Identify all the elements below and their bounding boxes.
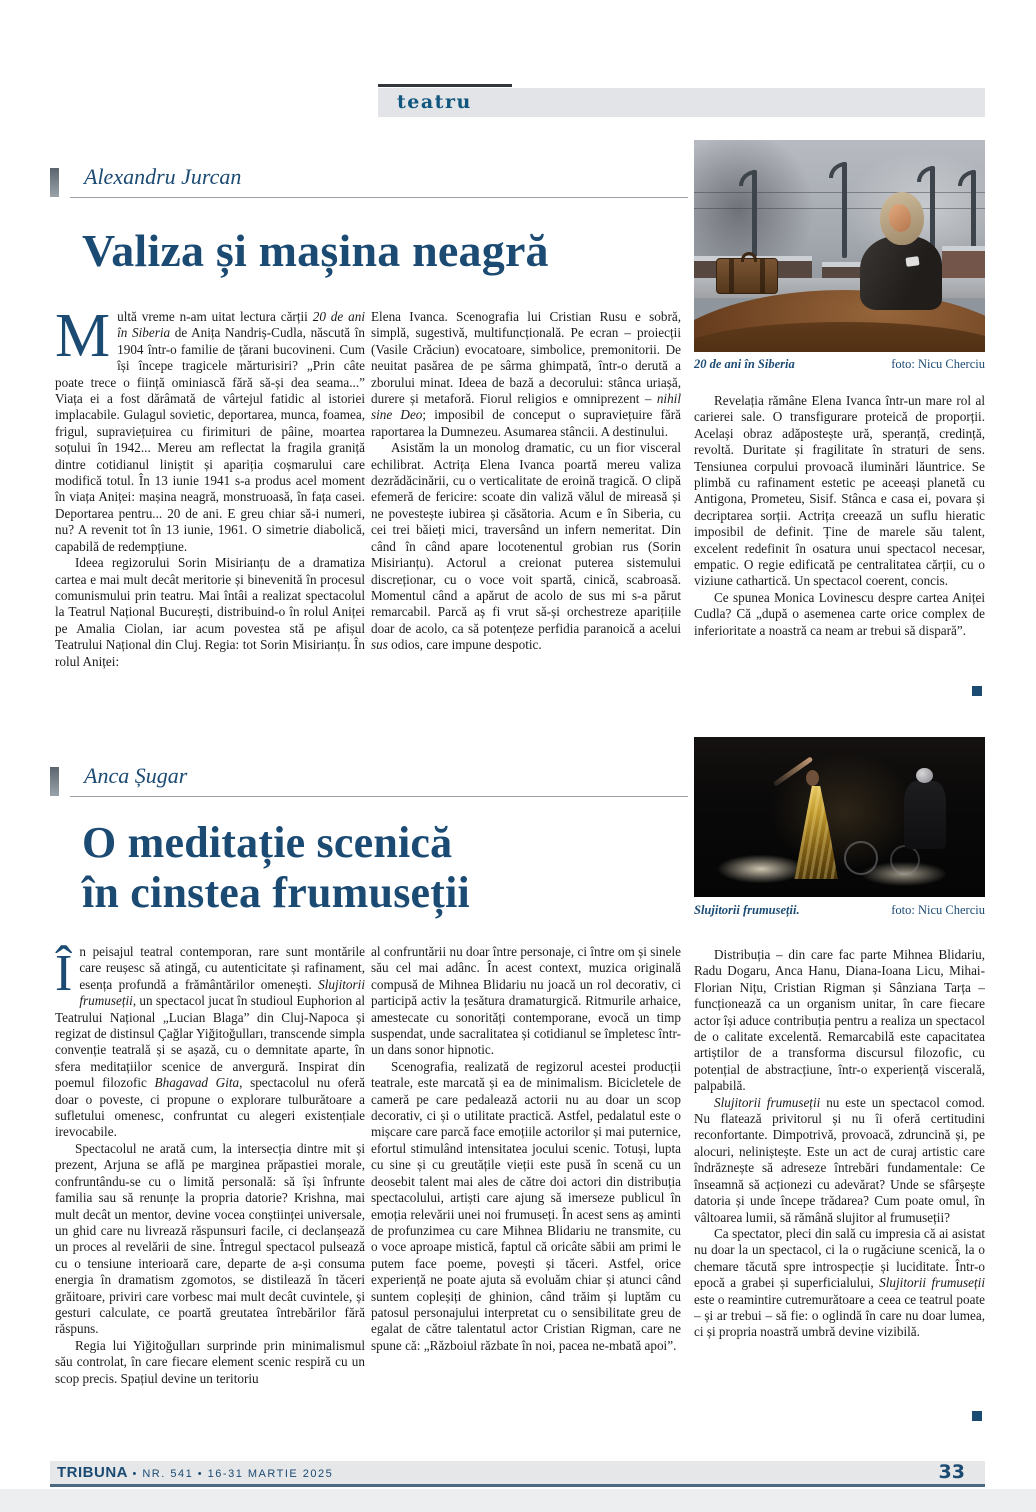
photo2-caption-credit: foto: Nicu Cherciu bbox=[891, 903, 985, 917]
photo2-caption-title: Slujitorii frumuseții. bbox=[694, 903, 800, 917]
article1-column-2 bbox=[371, 309, 681, 739]
photo1-coat-patch bbox=[905, 256, 919, 267]
paragraph: Distribuția – din care fac parte Mihnea Blidariu, Radu Dogaru, Anca Hanu, Diana-Ioana Licu, Mihai-Florian Nițu, Cristian Rigman și Sânziana Tarța – funcționează ca un organism unitar, în care fiecare actor își aduce contribuția pentru a realiza un spectacol de o calitate excelentă. Remarcabilă este capacitatea artiștilor de a transforma discursul filozofic, cu potențial de abstracțiune, într-o experiență viscerală, palpabilă. bbox=[694, 947, 985, 1094]
article1-drop-cap: M bbox=[55, 309, 111, 370]
paragraph: Regia lui Yiğitoğulları surprinde prin minimalismul său controlat, în care fiecare element scenic respiră cu un scop precis. Spațiul devine un teritoriu bbox=[55, 1337, 365, 1386]
article1-author: Alexandru Jurcan bbox=[84, 164, 242, 189]
photo1-fence-post bbox=[971, 170, 976, 254]
section-topline bbox=[378, 84, 512, 87]
paragraph: Elena Ivanca. Scenografia lui Cristian Rusu e sobră, simplă, sugestivă, multifuncțională. Pe ecran – proiecții (Vasile Crăciun) evocatoare, simbolice, premonitorii. De neuitat pasărea de pe sârma ghimpată, într-o derută a zborului minat. Ideea de bază a decorului: stânca uriașă, durere și metaforă. Fiorul religios e omniprezent – nihil sine Deo; imposibil de conceput o supraviețuire fără raportarea la Dumnezeu. Asumarea stâncii. A destinului. bbox=[371, 309, 681, 439]
photo2-bicycle-wheel bbox=[844, 841, 878, 875]
photo1-suitcase-strap bbox=[760, 259, 765, 293]
photo1-suitcase-handle bbox=[741, 252, 757, 262]
article1-title: Valiza și mașina neagră bbox=[82, 225, 549, 276]
photo1-suitcase-strap bbox=[729, 259, 734, 293]
article2-author: Anca Șugar bbox=[84, 763, 188, 788]
article2-column-2 bbox=[371, 944, 681, 1452]
article1-author-accent-bar bbox=[50, 168, 59, 197]
photo1-building bbox=[942, 246, 985, 280]
footer-rule bbox=[50, 1484, 985, 1487]
paragraph: Ca spectator, pleci din sală cu impresia că ai asistat nu doar la un spectacol, ci la o rugăciune scenică, la o chemare tăcută spre introspecție și luciditate. Într-o epocă a grabei și superficialului, Slujitorii frumuseții este o reamintire cutremurătoare a ceea ce teatrul poate – și ar trebui – să fie: o oglindă în care nu doar lumea, ci și propria noastră umbră devine vizibilă. bbox=[694, 1225, 985, 1340]
article2-byline-rule bbox=[70, 796, 688, 797]
article1-end-mark bbox=[972, 686, 982, 696]
photo2-bicycle-wheel bbox=[890, 845, 920, 875]
article2-drop-cap: Î bbox=[55, 945, 73, 1002]
article2-title-line1: O meditație scenică bbox=[82, 818, 453, 867]
photo1-wire bbox=[694, 192, 985, 193]
magazine-brand: TRIBUNA bbox=[57, 1464, 128, 1481]
page-number: 33 bbox=[938, 1461, 965, 1483]
paragraph: Ce spunea Monica Lovinescu despre cartea Aniței Cudla? Că „după o asemenea carte orice complex de inferioritate a noastră ca neam ar trebui să dispară”. bbox=[694, 589, 985, 638]
paragraph: Slujitorii frumuseții nu este un spectacol comod. Nu flatează privitorul și nu îi oferă certitudini reconfortante. Dimpotrivă, provoacă, zdruncină și, pe alocuri, neliniștește. Este un act de curaj artistic care îndrăznește să adreseze întrebări fundamentale: Ce înseamnă să acționezi cu adevărat? Unde se sfârșește datoria și unde începe trădarea? Cum poate omul, în vâltoarea lumii, să rămână slujitor al frumuseții? bbox=[694, 1094, 985, 1225]
article1-column-3 bbox=[694, 393, 985, 693]
photo1-fence-post bbox=[752, 170, 757, 258]
photo2-actress-head bbox=[806, 770, 819, 786]
article1-byline-rule bbox=[70, 197, 688, 198]
article2-column-1 bbox=[55, 944, 365, 1452]
article1-column-1 bbox=[55, 309, 365, 739]
paragraph bbox=[55, 309, 365, 555]
paragraph: Revelația rămâne Elena Ivanca într-un mare rol al carierei sale. O transfigurare proteică de proporții. Același obraz adăpostește ură, speranță, credință, revoltă. Duritate și fragilitate în straturi de sens. Tensiunea corpului provoacă iluminări lăuntrice. Se plimbă cu rafinament estetic pe aceeași planetă cu Antigona, Prometeu, Sisif. Stânca e casa ei, povara și decriptarea sorții. Actrița creează un suflu hieratic imposibil de definit. Ține de marele său talent, excelent redefinit în osatura unui spectacol necesar, empatic. O regie edificată pe centralitatea cărții, cu o viziune cathartică. Un spectacol coerent, concis. bbox=[694, 393, 985, 589]
paragraph: al confruntării nu doar între personaje, ci între om și sinele său cel mai adânc. În acest context, muzica originală compusă de Mihnea Blidariu nu joacă un rol decorativ, ci participă activ la țesătura dramaturgică. Ritmurile arhaice, amestecate cu sonorități contemporane, evocă un timp suspendat, unde sacralitatea și cotidianul se împletesc într-un dans sonor hipnotic. bbox=[371, 944, 681, 1058]
paragraph: Spectacolul ne arată cum, la intersecția dintre mit și prezent, Arjuna se află pe marginea prăpastiei morale, confruntându-se cu o limită personală: să își înfrunte familia sau să renunțe la propria datorie? Krishna, mai mult decât un mentor, devine vocea conștiinței universale, un ghid care nu livrează răspunsuri facile, ci declanșează un proces al revelării de sine. Întregul spectacol pulsează cu o tensiune interioară care, departe de a-și consuma energia în dramatism zgomotos, se distilează în tăceri grăitoare, priviri care vorbesc mai mult decât cuvintele, și gesturi calculate, ce poartă greutatea întrebărilor fără răspuns. bbox=[55, 1140, 365, 1337]
paragraph-text: n peisajul teatral contemporan, rare sunt montările care reușesc să atingă, cu autenticitate și rafinament, esența profundă a frământărilor omenești. Slujitorii frumuseții, un spectacol jucat în studioul Euphorion al Teatrului Național „Lucian Blaga” din Cluj-Napoca și regizat de distinsul Çağlar Yiğitoğulları, transcende simpla convenție teatrală și se așază, cu o demnitate aparte, în sfera meditațiilor scenice de anvergură. Inspirat din poemul filozofic Bhagavad Gita, spectacolul nu oferă doar o poveste, ci propune o explorare tulburătoare a sufletului omenesc, confruntat cu alegeri existențiale irevocabile. bbox=[55, 944, 365, 1140]
paragraph: Asistăm la un monolog dramatic, cu un fior visceral echilibrat. Actrița Elena Ivanca poartă mereu valiza dezrădăcinării, cu o verticalitate de eroină tragică. O clipă efemeră de fericire: scoate din valiză vălul de mireasă și ne povestește iubirea și căsătoria. Acum e în Siberia, cu cei trei băieți mici, traversând un infern nemeritat. Din când în când apare locotenentul grobian rus (Sorin Misirianțu). Actorul a creionat puterea sistemului discreționar, cu o voce voit spartă, cinică, scabroasă. Momentul când a apărut de acolo de sus mi s-a părut remarcabil. Parcă aș fi vrut să-și orchestreze aparițiile doar de acolo, ca să potențeze perfidia paranoică a acelui sus odios, care impune despotic. bbox=[371, 440, 681, 653]
photo1-wire bbox=[694, 208, 985, 209]
footer-issue-info bbox=[57, 1464, 333, 1482]
article1-photo bbox=[694, 140, 985, 352]
paragraph: Ideea regizorului Sorin Misirianțu de a dramatiza cartea e mai mult decât meritorie și binevenită în procesul comunismului prin teatru. Mai întâi a realizat spectacolul la Teatrul Național București, distribuind-o în rolul Aniței pe Amalia Ciolan, iar acum povestea stă pe afișul Teatrului Național din Cluj. Regia: tot Sorin Misirianțu. În rolul Aniței: bbox=[55, 555, 365, 669]
photo1-fence-post bbox=[842, 162, 847, 258]
article2-author-accent-bar bbox=[50, 767, 59, 796]
article2-photo-caption bbox=[694, 903, 985, 918]
photo1-woman-coat bbox=[860, 236, 942, 310]
section-label: teatru bbox=[397, 91, 472, 113]
paragraph-text: ultă vreme n-am uitat lectura cărții 20 de ani în Siberia de Anița Nandriș-Cudla, născută în 1904 într-o familie de țărani bucovineni. Cum își începe tragicele mărturisiri? „Prin câte poate trece o ființă ominiască fără să-și dea seama...” Viața ei a fost dărâmată de vârtejul fatidic al istoriei implacabile. Gulagul sovietic, deportarea, munca, foamea, frigul, supraviețuirea cu firimituri de pâine, moartea soțului în 1942... Mereu am reflectat la fragila graniță dintre cotidianul liniștit și apariția coșmarului care modifică totul. În 13 iunie 1941 s-a produs acel moment în viața Aniței: mașina neagră, monstruoasă, în fața casei. Deportarea pentru... 20 de ani. E greu chiar să-i numeri, nu? A revenit tot în 13 iunie, 1961. O simetrie diabolică, capabilă de redempțiune. bbox=[55, 309, 365, 554]
issue-meta: • NR. 541 • 16-31 MARTIE 2025 bbox=[132, 1468, 334, 1480]
article2-title-line2: în cinstea frumuseții bbox=[82, 868, 470, 917]
photo2-dark-figure bbox=[904, 781, 946, 849]
article2-title bbox=[82, 818, 470, 918]
paragraph: Scenografia, realizată de regizorul acestei producții teatrale, este marcată și ea de minimalism. Bicicletele de cameră pe care pedalează actorii nu au doar un scop decorativ, ci și o utilitate practică. Astfel, pedalatul este o mișcare care parcă face emoțiile actorilor și mai puternice, efortul stimulând intensitatea jocului scenic. Totuși, lupta cu sine și cu greutățile vieții este pusă în scenă cu un deosebit talent mai ales de către doi actori din distribuția spectacolului, artiști care ajung să imerseze publicul în emoția relevării unei noi frumuseți. În acest sens aș aminti de profunzimea cu care Mihnea Blidariu ne transmite, cu o voce aproape mistică, faptul că oricâte săbii am primi le putem face poeme, povești și tăceri. Astfel, orice experiență ne poate ajuta să evoluăm chiar și atunci când suntem copleșiți de ghinion, când trăim și luptăm cu patosul personajului interpretat cu o sensibilitate greu de egalat de către talentatul actor Cristian Rigman, care ne spune că: „Războiul răzbate în noi, pacea ne-mbată apoi”. bbox=[371, 1058, 681, 1353]
article2-photo bbox=[694, 737, 985, 897]
photo1-suitcase bbox=[716, 258, 778, 294]
article1-photo-caption bbox=[694, 357, 985, 372]
article2-end-mark bbox=[972, 1411, 982, 1421]
section-band bbox=[378, 88, 985, 117]
photo1-caption-title: 20 de ani în Siberia bbox=[694, 357, 795, 371]
photo2-helmet bbox=[916, 768, 933, 783]
paragraph bbox=[55, 944, 365, 1141]
article2-column-3 bbox=[694, 947, 985, 1407]
page-bottom-edge bbox=[0, 1489, 1036, 1512]
photo1-caption-credit: foto: Nicu Cherciu bbox=[891, 357, 985, 371]
